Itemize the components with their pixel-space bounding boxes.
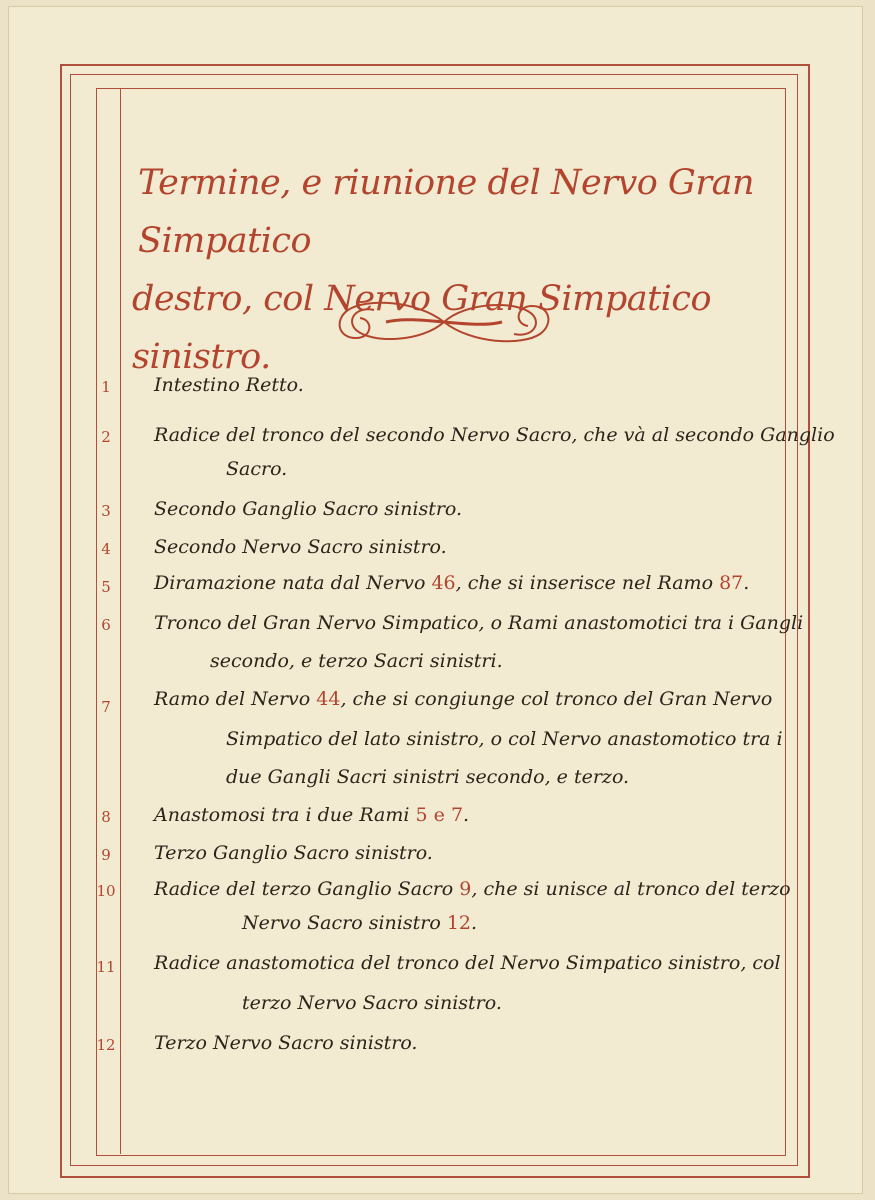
entry-text-continued: due Gangli Sacri sinistri secondo, e terzo. [226,766,630,788]
page-title [132,154,788,386]
title-line-2: destro, col Nervo Gran Simpatico sinistro. [132,279,712,377]
entry-number: 8 [101,808,111,826]
entry-text-part: Nervo Sacro sinistro [242,912,447,934]
entry-text: Radice anastomotica del tronco del Nervo Simpatico sinistro, col [154,952,781,974]
figure-reference: 44 [316,688,341,710]
flourish-ornament-icon [326,294,562,350]
figure-reference: 12 [446,912,471,934]
entry-text-continued [242,912,477,934]
figure-reference: 46 [431,572,456,594]
entry-number: 5 [101,578,111,596]
entry-text [154,688,772,710]
entry-number: 3 [101,502,111,520]
entry-number: 1 [101,378,111,396]
entry-text-part: , che si congiunge col tronco del Gran Nervo [340,688,773,710]
figure-reference: 9 [459,878,472,900]
entry-text-continued: Sacro. [226,458,288,480]
entry-text-part: Radice del terzo Ganglio Sacro [154,878,460,900]
title-line-1: Termine, e riunione del Nervo Gran Simpatico [138,163,755,261]
entry-text-part: Anastomosi tra i due Rami [154,804,416,826]
entry-text-part: Diramazione nata dal Nervo [154,572,432,594]
entry-number: 11 [96,958,116,976]
entry-text-continued: Simpatico del lato sinistro, o col Nervo anastomotico tra i [226,728,783,750]
entry-text: Secondo Ganglio Sacro sinistro. [154,498,463,520]
entry-text: Radice del tronco del secondo Nervo Sacro, che và al secondo Ganglio [154,424,835,446]
entry-text [154,572,749,594]
entry-text-part: . [471,912,478,934]
entry-text-part: . [743,572,750,594]
manuscript-page [8,6,863,1194]
entry-text: Tronco del Gran Nervo Simpatico, o Rami anastomotici tra i Gangli [154,612,804,634]
entry-number: 10 [96,882,116,900]
entry-number: 6 [101,616,111,634]
entry-number: 7 [101,698,111,716]
entry-text-part: , che si unisce al tronco del terzo [471,878,791,900]
entry-text-part: , che si inserisce nel Ramo [455,572,720,594]
entry-text: Intestino Retto. [154,374,304,396]
entry-text: Terzo Ganglio Sacro sinistro. [154,842,433,864]
entry-text-part: Ramo del Nervo [154,688,317,710]
entry-text [154,878,791,900]
entry-text: Secondo Nervo Sacro sinistro. [154,536,447,558]
entry-text [154,804,469,826]
entry-text-part: . [463,804,470,826]
entry-number: 4 [101,540,111,558]
entry-text: Terzo Nervo Sacro sinistro. [154,1032,418,1054]
entry-number: 12 [96,1036,116,1054]
entry-text-continued: secondo, e terzo Sacri sinistri. [210,650,503,672]
figure-reference: 87 [719,572,744,594]
figure-reference: 5 e 7 [415,804,464,826]
entry-text-continued: terzo Nervo Sacro sinistro. [242,992,502,1014]
entry-number: 9 [101,846,111,864]
entry-number: 2 [101,428,111,446]
